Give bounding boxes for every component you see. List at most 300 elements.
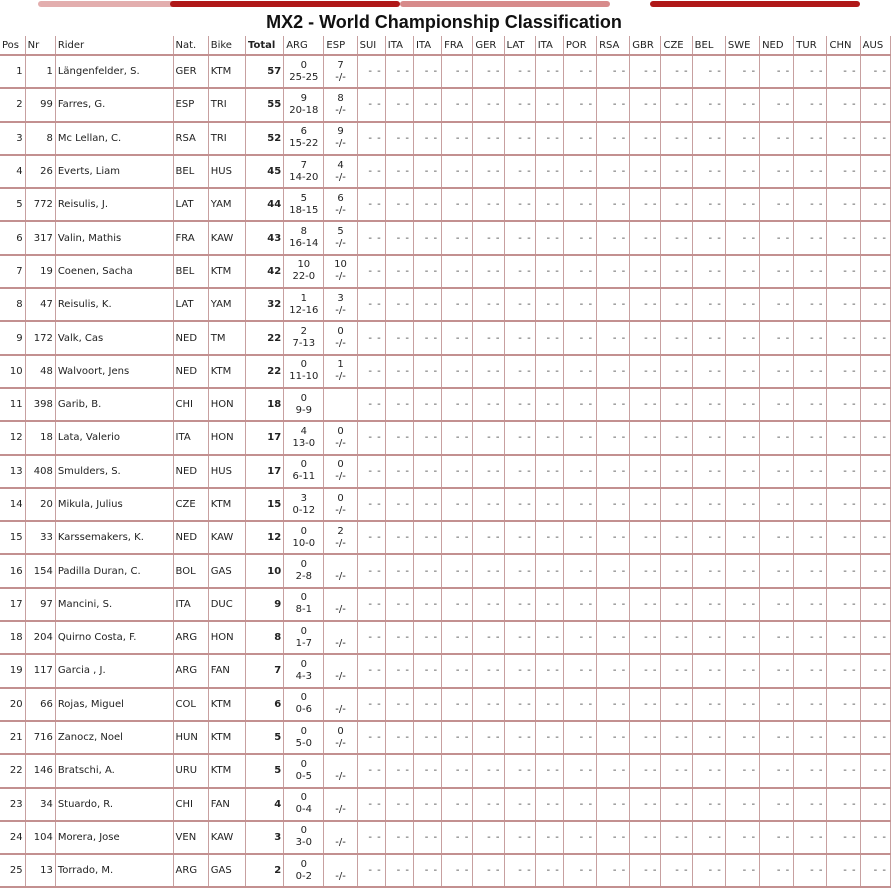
- esp-result-cell: [324, 88, 357, 121]
- empty-result-cell: - -: [692, 488, 725, 521]
- empty-result-cell: - -: [725, 388, 759, 421]
- total-points-cell: 18: [245, 388, 283, 421]
- column-header: ESP: [324, 36, 357, 55]
- gp-points: [326, 659, 354, 671]
- empty-result-cell: - -: [692, 421, 725, 454]
- empty-result-cell: - -: [357, 355, 385, 388]
- empty-result-cell: - -: [760, 788, 794, 821]
- heat-points: 9-9: [295, 404, 312, 416]
- empty-result-cell: - -: [357, 255, 385, 288]
- empty-result-cell: - -: [661, 721, 692, 754]
- rider-number-cell: 154: [25, 554, 55, 587]
- empty-result-cell: - -: [827, 654, 860, 687]
- position-cell: 14: [0, 488, 25, 521]
- bike-cell: HON: [208, 621, 245, 654]
- esp-result-cell: [324, 754, 357, 787]
- empty-result-cell: - -: [563, 155, 596, 188]
- empty-result-cell: - -: [630, 288, 661, 321]
- empty-result-cell: - -: [794, 288, 827, 321]
- total-points-cell: 57: [245, 55, 283, 88]
- empty-result-cell: - -: [725, 521, 759, 554]
- heat-points: 8-1: [295, 604, 312, 616]
- empty-result-cell: - -: [473, 688, 504, 721]
- empty-result-cell: - -: [725, 188, 759, 221]
- heat-points: 10-0: [292, 537, 316, 549]
- empty-result-cell: - -: [473, 754, 504, 787]
- heat-points: 5-0: [295, 737, 312, 749]
- empty-result-cell: - -: [473, 654, 504, 687]
- position-cell: 13: [0, 455, 25, 488]
- total-points-cell: 42: [245, 255, 283, 288]
- position-cell: 8: [0, 288, 25, 321]
- empty-result-cell: - -: [597, 588, 630, 621]
- empty-result-cell: - -: [725, 821, 759, 854]
- rider-name-cell: Längenfelder, S.: [55, 55, 173, 88]
- empty-result-cell: - -: [597, 55, 630, 88]
- empty-result-cell: - -: [794, 654, 827, 687]
- empty-result-cell: - -: [661, 754, 692, 787]
- empty-result-cell: - -: [413, 455, 441, 488]
- empty-result-cell: - -: [661, 88, 692, 121]
- nationality-cell: ITA: [173, 421, 208, 454]
- esp-result-cell: [324, 821, 357, 854]
- empty-result-cell: - -: [794, 355, 827, 388]
- arg-result-cell: [284, 621, 324, 654]
- rider-name-cell: Morera, Jose: [55, 821, 173, 854]
- empty-result-cell: - -: [357, 588, 385, 621]
- empty-result-cell: - -: [760, 88, 794, 121]
- gp-points: 0: [300, 658, 307, 670]
- empty-result-cell: - -: [442, 55, 473, 88]
- heat-points: 0-2: [295, 870, 312, 882]
- gp-points: 8: [337, 92, 344, 104]
- table-row: [0, 221, 891, 254]
- empty-result-cell: - -: [535, 821, 563, 854]
- column-header: GER: [473, 36, 504, 55]
- position-cell: 2: [0, 88, 25, 121]
- empty-result-cell: - -: [827, 788, 860, 821]
- empty-result-cell: - -: [860, 854, 890, 887]
- empty-result-cell: - -: [794, 621, 827, 654]
- empty-result-cell: - -: [827, 521, 860, 554]
- gp-points: 10: [297, 259, 311, 271]
- empty-result-cell: - -: [760, 122, 794, 155]
- empty-result-cell: - -: [630, 355, 661, 388]
- empty-result-cell: - -: [661, 621, 692, 654]
- total-points-cell: 43: [245, 221, 283, 254]
- empty-result-cell: - -: [661, 221, 692, 254]
- empty-result-cell: - -: [504, 455, 535, 488]
- gp-points: 0: [300, 825, 307, 837]
- table-row: [0, 88, 891, 121]
- empty-result-cell: - -: [827, 388, 860, 421]
- column-header: FRA: [442, 36, 473, 55]
- empty-result-cell: - -: [504, 288, 535, 321]
- empty-result-cell: - -: [827, 554, 860, 587]
- empty-result-cell: - -: [385, 421, 413, 454]
- empty-result-cell: - -: [357, 521, 385, 554]
- arg-result-cell: [284, 455, 324, 488]
- table-row: [0, 455, 891, 488]
- empty-result-cell: - -: [630, 554, 661, 587]
- empty-result-cell: - -: [535, 721, 563, 754]
- empty-result-cell: - -: [661, 588, 692, 621]
- column-header: ARG: [284, 36, 324, 55]
- empty-result-cell: - -: [630, 721, 661, 754]
- empty-result-cell: - -: [661, 688, 692, 721]
- total-points-cell: 10: [245, 554, 283, 587]
- empty-result-cell: - -: [385, 788, 413, 821]
- position-cell: 17: [0, 588, 25, 621]
- empty-result-cell: - -: [860, 688, 890, 721]
- empty-result-cell: - -: [661, 788, 692, 821]
- empty-result-cell: - -: [563, 321, 596, 354]
- empty-result-cell: - -: [385, 521, 413, 554]
- total-points-cell: 17: [245, 455, 283, 488]
- total-points-cell: 44: [245, 188, 283, 221]
- empty-result-cell: - -: [385, 721, 413, 754]
- bike-cell: HON: [208, 421, 245, 454]
- empty-result-cell: - -: [760, 321, 794, 354]
- total-points-cell: 15: [245, 488, 283, 521]
- empty-result-cell: - -: [661, 288, 692, 321]
- empty-result-cell: - -: [794, 854, 827, 887]
- position-cell: 21: [0, 721, 25, 754]
- gp-points: 3: [337, 292, 344, 304]
- gp-points: 4: [300, 425, 307, 437]
- nationality-cell: ESP: [173, 88, 208, 121]
- nationality-cell: LAT: [173, 288, 208, 321]
- empty-result-cell: - -: [827, 221, 860, 254]
- esp-result-cell: [324, 122, 357, 155]
- empty-result-cell: - -: [413, 88, 441, 121]
- empty-result-cell: - -: [535, 854, 563, 887]
- empty-result-cell: - -: [385, 554, 413, 587]
- column-header: RSA: [597, 36, 630, 55]
- empty-result-cell: - -: [504, 55, 535, 88]
- empty-result-cell: - -: [760, 521, 794, 554]
- empty-result-cell: - -: [357, 122, 385, 155]
- rider-number-cell: 19: [25, 255, 55, 288]
- empty-result-cell: - -: [794, 821, 827, 854]
- bike-cell: HON: [208, 388, 245, 421]
- empty-result-cell: - -: [535, 55, 563, 88]
- empty-result-cell: - -: [442, 155, 473, 188]
- empty-result-cell: - -: [535, 754, 563, 787]
- table-row: [0, 355, 891, 388]
- empty-result-cell: - -: [413, 122, 441, 155]
- esp-result-cell: [324, 455, 357, 488]
- empty-result-cell: - -: [504, 521, 535, 554]
- empty-result-cell: - -: [794, 155, 827, 188]
- empty-result-cell: - -: [473, 821, 504, 854]
- rider-name-cell: Smulders, S.: [55, 455, 173, 488]
- empty-result-cell: - -: [692, 721, 725, 754]
- empty-result-cell: - -: [860, 455, 890, 488]
- total-points-cell: 22: [245, 355, 283, 388]
- empty-result-cell: - -: [794, 421, 827, 454]
- empty-result-cell: - -: [535, 421, 563, 454]
- empty-result-cell: - -: [692, 788, 725, 821]
- empty-result-cell: - -: [473, 854, 504, 887]
- empty-result-cell: - -: [860, 621, 890, 654]
- empty-result-cell: - -: [473, 455, 504, 488]
- empty-result-cell: - -: [357, 88, 385, 121]
- arg-result-cell: [284, 488, 324, 521]
- nationality-cell: NED: [173, 355, 208, 388]
- heat-points: [326, 405, 354, 417]
- column-header: TUR: [794, 36, 827, 55]
- rider-number-cell: 26: [25, 155, 55, 188]
- empty-result-cell: - -: [827, 421, 860, 454]
- empty-result-cell: - -: [563, 488, 596, 521]
- empty-result-cell: - -: [661, 488, 692, 521]
- empty-result-cell: - -: [630, 654, 661, 687]
- empty-result-cell: - -: [827, 821, 860, 854]
- nationality-cell: NED: [173, 521, 208, 554]
- heat-points: -/-: [335, 238, 346, 250]
- empty-result-cell: - -: [504, 188, 535, 221]
- position-cell: 19: [0, 654, 25, 687]
- empty-result-cell: - -: [413, 221, 441, 254]
- empty-result-cell: - -: [725, 621, 759, 654]
- heat-points: 7-13: [292, 338, 316, 350]
- empty-result-cell: - -: [827, 88, 860, 121]
- empty-result-cell: - -: [563, 721, 596, 754]
- empty-result-cell: - -: [630, 754, 661, 787]
- empty-result-cell: - -: [413, 754, 441, 787]
- heat-points: -/-: [335, 304, 346, 316]
- esp-result-cell: [324, 288, 357, 321]
- empty-result-cell: - -: [760, 754, 794, 787]
- gp-points: 0: [300, 758, 307, 770]
- gp-points: [326, 825, 354, 837]
- empty-result-cell: - -: [597, 754, 630, 787]
- position-cell: 20: [0, 688, 25, 721]
- empty-result-cell: - -: [827, 754, 860, 787]
- gp-points: 2: [300, 326, 307, 338]
- heat-points: -/-: [335, 437, 346, 449]
- rider-name-cell: Valin, Mathis: [55, 221, 173, 254]
- gp-points: 0: [300, 359, 307, 371]
- gp-points: 0: [300, 392, 307, 404]
- empty-result-cell: - -: [504, 554, 535, 587]
- empty-result-cell: - -: [597, 788, 630, 821]
- empty-result-cell: - -: [413, 255, 441, 288]
- empty-result-cell: - -: [504, 688, 535, 721]
- column-header: SWE: [725, 36, 759, 55]
- empty-result-cell: - -: [630, 455, 661, 488]
- empty-result-cell: - -: [504, 255, 535, 288]
- gp-points: 5: [337, 226, 344, 238]
- empty-result-cell: - -: [357, 788, 385, 821]
- gp-points: 5: [300, 192, 307, 204]
- gp-points: 0: [337, 725, 344, 737]
- empty-result-cell: - -: [725, 688, 759, 721]
- empty-result-cell: - -: [860, 488, 890, 521]
- nationality-cell: BEL: [173, 255, 208, 288]
- empty-result-cell: - -: [860, 288, 890, 321]
- empty-result-cell: - -: [597, 421, 630, 454]
- empty-result-cell: - -: [413, 55, 441, 88]
- empty-result-cell: - -: [504, 788, 535, 821]
- bike-cell: KAW: [208, 521, 245, 554]
- empty-result-cell: - -: [860, 754, 890, 787]
- table-row: [0, 388, 891, 421]
- nationality-cell: ARG: [173, 654, 208, 687]
- empty-result-cell: - -: [692, 455, 725, 488]
- gp-points: [326, 393, 354, 405]
- column-header: GBR: [630, 36, 661, 55]
- table-row: [0, 488, 891, 521]
- empty-result-cell: - -: [563, 421, 596, 454]
- rider-number-cell: 716: [25, 721, 55, 754]
- position-cell: 24: [0, 821, 25, 854]
- empty-result-cell: - -: [597, 621, 630, 654]
- empty-result-cell: - -: [860, 554, 890, 587]
- rider-number-cell: 13: [25, 854, 55, 887]
- empty-result-cell: - -: [504, 421, 535, 454]
- empty-result-cell: - -: [357, 554, 385, 587]
- empty-result-cell: - -: [860, 788, 890, 821]
- empty-result-cell: - -: [827, 122, 860, 155]
- empty-result-cell: - -: [413, 488, 441, 521]
- empty-result-cell: - -: [473, 488, 504, 521]
- empty-result-cell: - -: [442, 321, 473, 354]
- empty-result-cell: - -: [794, 122, 827, 155]
- bike-cell: KTM: [208, 688, 245, 721]
- arg-result-cell: [284, 55, 324, 88]
- empty-result-cell: - -: [357, 488, 385, 521]
- position-cell: 6: [0, 221, 25, 254]
- bike-cell: TM: [208, 321, 245, 354]
- arg-result-cell: [284, 221, 324, 254]
- empty-result-cell: - -: [442, 88, 473, 121]
- empty-result-cell: - -: [725, 221, 759, 254]
- gp-points: 0: [337, 326, 344, 338]
- empty-result-cell: - -: [597, 188, 630, 221]
- empty-result-cell: - -: [630, 388, 661, 421]
- rider-number-cell: 20: [25, 488, 55, 521]
- table-row: [0, 421, 891, 454]
- heat-points: -/-: [335, 71, 346, 83]
- column-header: Bike: [208, 36, 245, 55]
- empty-result-cell: - -: [725, 155, 759, 188]
- empty-result-cell: - -: [563, 122, 596, 155]
- empty-result-cell: - -: [504, 654, 535, 687]
- empty-result-cell: - -: [385, 122, 413, 155]
- rider-name-cell: Torrado, M.: [55, 854, 173, 887]
- empty-result-cell: - -: [794, 255, 827, 288]
- empty-result-cell: - -: [860, 388, 890, 421]
- gp-points: 1: [337, 359, 344, 371]
- empty-result-cell: - -: [473, 521, 504, 554]
- total-points-cell: 22: [245, 321, 283, 354]
- empty-result-cell: - -: [504, 122, 535, 155]
- heat-points: 12-16: [289, 304, 319, 316]
- empty-result-cell: - -: [725, 421, 759, 454]
- rider-name-cell: Walvoort, Jens: [55, 355, 173, 388]
- rider-name-cell: Mancini, S.: [55, 588, 173, 621]
- rider-name-cell: Rojas, Miguel: [55, 688, 173, 721]
- empty-result-cell: - -: [357, 821, 385, 854]
- empty-result-cell: - -: [563, 55, 596, 88]
- column-header: POR: [563, 36, 596, 55]
- empty-result-cell: - -: [442, 654, 473, 687]
- empty-result-cell: - -: [630, 821, 661, 854]
- gp-points: 7: [337, 59, 344, 71]
- empty-result-cell: - -: [794, 788, 827, 821]
- arg-result-cell: [284, 521, 324, 554]
- empty-result-cell: - -: [794, 55, 827, 88]
- bike-cell: TRI: [208, 88, 245, 121]
- empty-result-cell: - -: [413, 721, 441, 754]
- position-cell: 1: [0, 55, 25, 88]
- column-header: BEL: [692, 36, 725, 55]
- empty-result-cell: - -: [563, 255, 596, 288]
- table-row: [0, 854, 891, 887]
- empty-result-cell: - -: [535, 155, 563, 188]
- rider-name-cell: Padilla Duran, C.: [55, 554, 173, 587]
- total-points-cell: 5: [245, 721, 283, 754]
- empty-result-cell: - -: [535, 188, 563, 221]
- rider-name-cell: Lata, Valerio: [55, 421, 173, 454]
- empty-result-cell: - -: [760, 388, 794, 421]
- rider-number-cell: 47: [25, 288, 55, 321]
- gp-points: 9: [300, 92, 307, 104]
- rider-name-cell: Valk, Cas: [55, 321, 173, 354]
- heat-points: 25-25: [289, 71, 319, 83]
- gp-points: 7: [300, 159, 307, 171]
- empty-result-cell: - -: [597, 388, 630, 421]
- rider-name-cell: Farres, G.: [55, 88, 173, 121]
- empty-result-cell: - -: [794, 754, 827, 787]
- arg-result-cell: [284, 88, 324, 121]
- empty-result-cell: - -: [473, 255, 504, 288]
- empty-result-cell: - -: [661, 455, 692, 488]
- gp-points: 8: [300, 226, 307, 238]
- gp-points: 6: [337, 192, 344, 204]
- empty-result-cell: - -: [385, 355, 413, 388]
- empty-result-cell: - -: [357, 288, 385, 321]
- table-row: [0, 621, 891, 654]
- empty-result-cell: - -: [563, 554, 596, 587]
- rider-name-cell: Quirno Costa, F.: [55, 621, 173, 654]
- heat-points: -/-: [335, 204, 346, 216]
- empty-result-cell: - -: [473, 588, 504, 621]
- empty-result-cell: - -: [597, 854, 630, 887]
- empty-result-cell: - -: [725, 321, 759, 354]
- empty-result-cell: - -: [563, 388, 596, 421]
- empty-result-cell: - -: [442, 122, 473, 155]
- empty-result-cell: - -: [794, 488, 827, 521]
- heat-points: -/-: [335, 870, 346, 882]
- esp-result-cell: [324, 221, 357, 254]
- empty-result-cell: - -: [725, 55, 759, 88]
- empty-result-cell: - -: [535, 221, 563, 254]
- nationality-cell: ITA: [173, 588, 208, 621]
- heat-points: 15-22: [289, 138, 319, 150]
- rider-number-cell: 172: [25, 321, 55, 354]
- nationality-cell: NED: [173, 321, 208, 354]
- total-points-cell: 8: [245, 621, 283, 654]
- empty-result-cell: - -: [760, 488, 794, 521]
- empty-result-cell: - -: [442, 221, 473, 254]
- empty-result-cell: - -: [725, 88, 759, 121]
- rider-name-cell: Mikula, Julius: [55, 488, 173, 521]
- bike-cell: KTM: [208, 488, 245, 521]
- nationality-cell: COL: [173, 688, 208, 721]
